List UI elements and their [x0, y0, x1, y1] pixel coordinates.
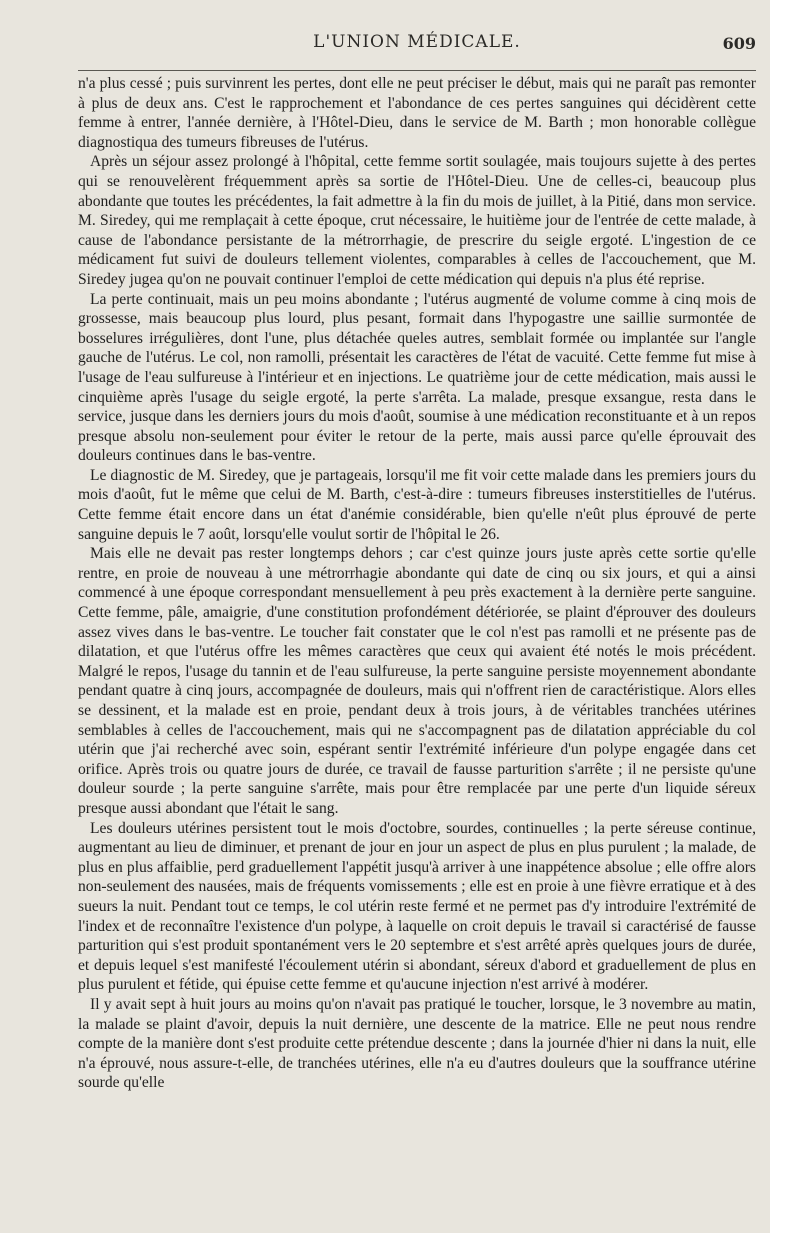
- paragraph: Mais elle ne devait pas rester longtemps dehors ; car c'est quinze jours juste après cette sortie qu'elle rentre, en proie de nouveau à une métrorrhagie abondante qui date de cinq ou six jours, et qui a ainsi commencé à une époque correspondant mensuellement à peu près exactement à la dernière perte sanguine. Cette femme, pâle, amaigrie, d'une constitution profondément détériorée, se plaint d'éprouver des douleurs assez vives dans le bas-ventre. Le toucher fait constater que le col n'est pas ramolli et ne présente pas de dilatation, et que l'utérus offre les mêmes caractères que ceux qui avaient été notés le mois précédent. Malgré le repos, l'usage du tannin et de l'eau sulfureuse, la perte sanguine persiste moyennement abondante pendant quatre à cinq jours, accompagnée de douleurs, mais qui n'offrent rien de caractéristique. Alors elles se dessinent, et la malade est en proie, pendant deux à trois jours, à de véritables tranchées utérines semblables à celles de l'accouchement, mais qui ne s'accompagnent pas de dilatation appréciable du col utérin que j'ai recherché avec soin, espérant sentir l'extrémité inférieure d'un polype engagée dans cet orifice. Après trois ou quatre jours de durée, ce travail de fausse parturition s'arrête ; il ne persiste qu'une douleur sourde ; la perte sanguine s'arrête, mais pour être remplacée par une perte d'un liquide séreux presque aussi abondant que l'était le sang.: [78, 545, 756, 817]
- article-body: [78, 74, 756, 1093]
- header-rule: [78, 70, 756, 71]
- scan-margin: [770, 0, 800, 1233]
- paragraph: Il y avait sept à huit jours au moins qu'on n'avait pas pratiqué le toucher, lorsque, le 3 novembre au matin, la malade se plaint d'avoir, depuis la nuit dernière, une descente de la matrice. Elle ne peut nous rendre compte de la manière dont s'est produite cette prétendue descente ; dans la journée d'hier ni dans la nuit, elle n'a éprouvé, nous assure-t-elle, de tranchées utérines, elle n'a eu d'autres douleurs que la souffrance utérine sourde qu'elle: [78, 995, 756, 1092]
- paragraph: Les douleurs utérines persistent tout le mois d'octobre, sourdes, continuelles ; la perte séreuse continue, augmentant au lieu de diminuer, et prenant de jour en jour un aspect de plus en plus purulent ; la malade, de plus en plus affaiblie, perd graduellement l'appétit jusqu'à arriver à une inappétence absolue ; elle offre alors non-seulement des nausées, mais de fréquents vomissements ; elle est en proie à une fièvre erratique et à des sueurs la nuit. Pendant tout ce temps, le col utérin reste fermé et ne permet pas d'y introduire l'extrémité de l'index et de reconnaître l'existence d'un polype, à laquelle on croit depuis le travail si caractérisé de fausse parturition qui s'est produit spontanément vers le 20 septembre et s'est arrêté après quelques jours de durée, et depuis lequel s'est manifesté l'écoulement utérin si abondant, séreux d'abord et graduellement de plus en plus purulent et fétide, qui épuise cette femme et qu'aucune injection n'est arrivé à modérer.: [78, 819, 756, 994]
- page-number: 609: [722, 34, 756, 53]
- running-title: L'UNION MÉDICALE.: [313, 32, 521, 52]
- paragraph: n'a plus cessé ; puis survinrent les pertes, dont elle ne peut préciser le début, mais qui ne paraît pas remonter à plus de deux ans. C'est le rapprochement et l'abondance de ces pertes sanguines qui décidèrent cette femme à entrer, l'année dernière, à l'Hôtel-Dieu, dans le service de M. Barth ; mon honorable collègue diagnostiqua des tumeurs fibreuses de l'utérus.: [78, 75, 756, 151]
- paragraph: La perte continuait, mais un peu moins abondante ; l'utérus augmenté de volume comme à cinq mois de grossesse, mais beaucoup plus lourd, plus pesant, formait dans l'hypogastre une saillie surmontée de bosselures irrégulières, dont l'une, plus détachée queles autres, semblait formée ou implantée sur l'angle gauche de l'utérus. Le col, non ramolli, présentait les caractères de l'état de vacuité. Cette femme fut mise à l'usage de l'eau sulfureuse à l'intérieur et en injections. Le quatrième jour de cette médication, mais aussi le cinquième après l'usage du seigle ergoté, la perte s'arrêta. La malade, presque exsangue, resta dans le service, jusque dans les derniers jours du mois d'août, soumise à une médication reconstituante et à un repos presque absolu non-seulement pour éviter le retour de la perte, mais aussi parce qu'elle éprouvait des douleurs continues dans le bas-ventre.: [78, 290, 756, 465]
- page-header: [78, 30, 756, 56]
- paragraph: Après un séjour assez prolongé à l'hôpital, cette femme sortit soulagée, mais toujours sujette à des pertes qui se renouvelèrent fréquemment après sa sortie de l'Hôtel-Dieu. Une de celles-ci, beaucoup plus abondante que toutes les précédentes, la fait admettre à la fin du mois de juillet, à la Pitié, dans mon service. M. Siredey, qui me remplaçait à cette époque, crut nécessaire, le huitième jour de l'entrée de cette malade, à cause de l'abondance persistante de la métrorrhagie, de prescrire du seigle ergoté. L'ingestion de ce médicament fut suivi de douleurs tellement violentes, comparables à celles de l'accouchement, que M. Siredey jugea qu'on ne pouvait continuer l'emploi de cette médication qui depuis n'a plus été reprise.: [78, 153, 756, 288]
- paragraph: Le diagnostic de M. Siredey, que je partageais, lorsqu'il me fit voir cette malade dans les premiers jours du mois d'août, fut le même que celui de M. Barth, c'est-à-dire : tumeurs fibreuses insterstitielles de l'utérus. Cette femme était encore dans un état d'anémie considérable, bien qu'elle n'eût plus éprouvé de perte sanguine depuis le 7 août, lorsqu'elle voulut sortir de l'hôpital le 26.: [78, 466, 756, 543]
